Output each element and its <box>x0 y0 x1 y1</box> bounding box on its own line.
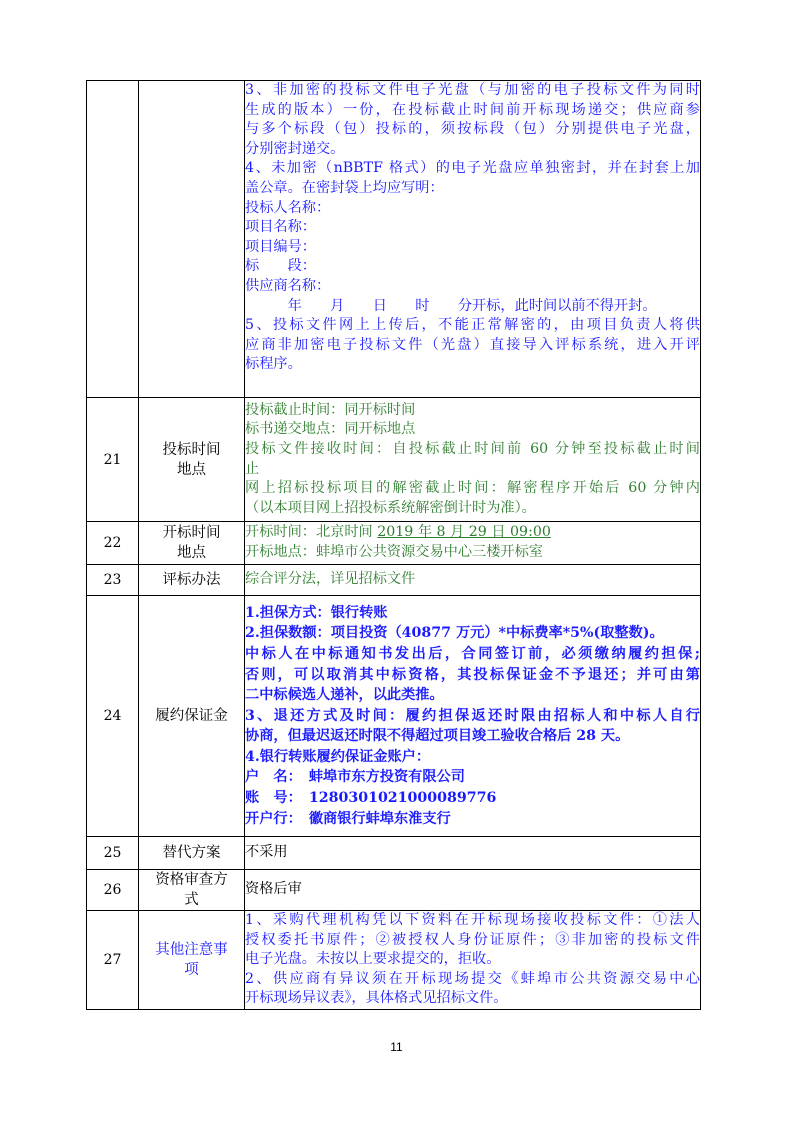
table-row-26 <box>87 870 701 911</box>
table-row-24 <box>87 596 701 837</box>
text-line: 资格后审 <box>245 881 302 898</box>
row-number: 25 <box>87 837 139 870</box>
row-label <box>139 870 245 911</box>
text-line: 2.担保数额：项目投资（40877 万元）*中标费率*5%(取整数)。 <box>245 625 664 642</box>
label-line: 式 <box>184 892 199 908</box>
text-line: 与多个标段（包）投标的，须按标段（包）分别提供电子光盘， <box>245 121 700 138</box>
account-name-line: 户 名： 蚌埠市东方投资有限公司 <box>245 769 465 786</box>
label-line: 地点 <box>177 461 206 478</box>
label-line: 资格审查方 <box>155 872 228 888</box>
row-number: 21 <box>87 398 139 522</box>
row-label-cell <box>139 81 245 398</box>
text-line: 开标现场异议表》，具体格式见招标文件。 <box>245 990 508 1007</box>
page-number: 11 <box>390 1040 403 1054</box>
row-label <box>139 522 245 565</box>
text-line: 供应商名称： <box>245 277 331 294</box>
label-line: 项 <box>184 961 199 978</box>
text-line: 电子光盘。未按以上要求提交的，拒收。 <box>245 951 501 968</box>
text-line: 投标文件接收时间：自投标截止时间前 60 分钟至投标截止时间 <box>245 440 700 457</box>
text-line: 开标地点：蚌埠市公共资源交易中心三楼开标室 <box>245 544 543 560</box>
text-line: 应商非加密电子投标文件（光盘）直接导入评标系统，进入开评 <box>245 336 700 353</box>
text-line: 盖公章。在密封袋上均应写明： <box>245 179 444 196</box>
text-line <box>245 523 700 543</box>
row-content-cell <box>245 522 701 565</box>
table-row-22 <box>87 522 701 565</box>
text-line: 3、退还方式及时间：履约担保返还时限由招标人和中标人自行 <box>245 707 700 724</box>
text-line: 项目名称： <box>245 219 316 236</box>
account-number-line: 账 号： 1280301021000089776 <box>245 790 497 807</box>
label-line: 投标时间 <box>162 441 221 458</box>
bid-info-table <box>86 80 701 1010</box>
row-content-cell <box>245 565 701 596</box>
row-content-cell <box>245 81 701 398</box>
row-number: 23 <box>87 565 139 596</box>
row-label: 履约保证金 <box>139 596 245 837</box>
text-line: 投标截止时间：同开标时间 <box>245 401 416 418</box>
text-line: 投标人名称： <box>245 199 331 216</box>
row-number: 22 <box>87 522 139 565</box>
row-label: 评标办法 <box>139 565 245 596</box>
row-content-cell <box>245 911 701 1010</box>
table-row-27 <box>87 911 701 1010</box>
row-number: 27 <box>87 911 139 1010</box>
text-line: 4、未加密（nBBTF 格式）的电子光盘应单独密封，并在封套上加 <box>245 160 700 177</box>
text-line: （以本项目网上招投标系统解密倒计时为准）。 <box>245 499 536 516</box>
text-line: 2、供应商有异议须在开标现场提交《蚌埠市公共资源交易中心 <box>245 970 700 987</box>
text-line: 止 <box>245 460 260 477</box>
text-line: 授权委托书原件；②被授权人身份证原件；③非加密的投标文件 <box>245 931 700 948</box>
label-line: 开标时间 <box>162 525 221 541</box>
text-line: 网上招标投标项目的解密截止时间：解密程序开始后 60 分钟内 <box>245 480 700 497</box>
text-line: 1、采购代理机构凭以下资料在开标现场接收投标文件：①法人 <box>245 912 700 928</box>
text-line: 不采用 <box>245 844 288 861</box>
row-content-cell <box>245 596 701 837</box>
text-line: 生成的版本）一份，在投标截止时间前开标现场递交；供应商参 <box>245 101 700 118</box>
row-number: 24 <box>87 596 139 837</box>
label-line: 其他注意事 <box>155 941 228 958</box>
text-line: 中标人在中标通知书发出后，合同签订前，必须缴纳履约担保; <box>245 645 700 662</box>
text-line: 3、非加密的投标文件电子光盘（与加密的电子投标文件为同时 <box>245 82 700 98</box>
row-label <box>139 398 245 522</box>
row-number-cell <box>87 81 139 398</box>
text-line: 标 段： <box>245 258 316 275</box>
text-line: 分别密封递交。 <box>245 140 345 157</box>
row-content-cell <box>245 398 701 522</box>
text-line: 二中标候选人递补，以此类推。 <box>245 687 444 704</box>
table-row-25 <box>87 837 701 870</box>
row-content-cell <box>245 837 701 870</box>
row-label: 替代方案 <box>139 837 245 870</box>
open-time-prefix: 开标时间：北京时间 <box>245 524 373 541</box>
text-line: 4.银行转账履约保证金账户： <box>245 748 431 765</box>
text-line: 标书递交地点：同开标地点 <box>245 421 416 438</box>
text-line: 协商，但最迟返还时限不得超过项目竣工验收合格后 28 天。 <box>245 728 630 745</box>
table-row-23 <box>87 565 701 596</box>
text-line: 年 月 日 时 分开标，此时间以前不得开封。 <box>245 297 657 314</box>
label-line: 地点 <box>177 545 206 561</box>
text-line: 项目编号： <box>245 238 316 255</box>
row-label <box>139 911 245 1010</box>
text-line: 综合评分法，详见招标文件 <box>245 571 416 588</box>
text-line: 5、投标文件网上上传后，不能正常解密的，由项目负责人将供 <box>245 317 700 334</box>
open-time-value: 2019 年 8 月 29 日 09:00 <box>377 524 551 541</box>
text-line: 否则，可以取消其中标资格，其投标保证金不予退还；并可由第 <box>245 666 700 683</box>
table-row-21 <box>87 398 701 522</box>
row-content-cell <box>245 870 701 911</box>
text-line: 1.担保方式：银行转账 <box>245 604 388 621</box>
text-line: 标程序。 <box>245 356 302 373</box>
row-number: 26 <box>87 870 139 911</box>
bank-line: 开户行： 徽商银行蚌埠东淮支行 <box>245 810 451 827</box>
table-row-20-continued <box>87 81 701 398</box>
